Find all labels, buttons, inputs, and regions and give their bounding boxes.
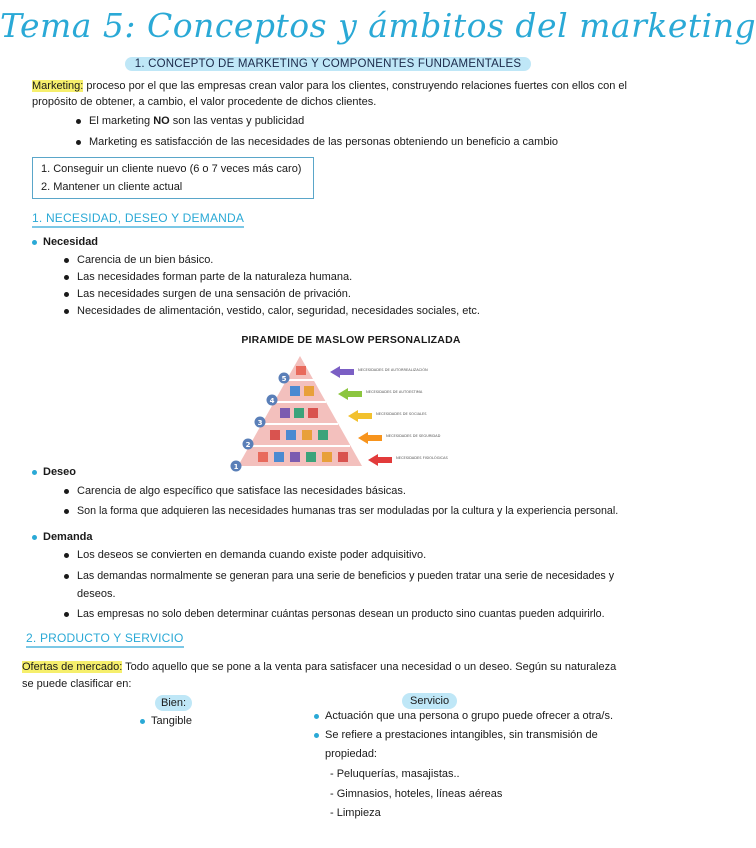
bullet-icon	[32, 240, 37, 245]
section-need-heading: 1. NECESIDAD, DESEO Y DEMANDA	[32, 211, 244, 228]
list-item-cont: deseos.	[77, 588, 116, 600]
bullet-icon	[32, 535, 37, 540]
list-item: Tangible	[140, 713, 192, 729]
bullet-icon	[64, 553, 69, 558]
client-item-2: 2. Mantener un cliente actual	[41, 181, 183, 193]
level-5-number: 5	[281, 375, 287, 383]
demanda-label: Demanda	[32, 529, 93, 545]
servicio-label: Servicio	[402, 693, 457, 709]
maslow-figure	[226, 334, 476, 470]
list-item: Marketing es satisfacción de las necesidades de las personas obteniendo un beneficio a cambio	[76, 134, 558, 150]
section2-heading: 2. PRODUCTO Y SERVICIO	[26, 631, 184, 648]
label-autoestima: NECESIDADES DE AUTOESTIMA	[366, 390, 423, 394]
deseo-label: Deseo	[32, 464, 76, 480]
bullet-icon	[76, 119, 81, 124]
physiological-icon-3	[290, 452, 300, 462]
list-item: Necesidades de alimentación, vestido, calor, seguridad, necesidades sociales, etc.	[64, 303, 480, 319]
section1-heading	[0, 57, 656, 71]
social-icon-2	[294, 408, 304, 418]
list-item: Son la forma que adquieren las necesidades humanas tras ser moduladas por la cultura y la experiencia personal.	[64, 503, 618, 519]
ofertas-definition	[22, 659, 616, 675]
label-sociales: NECESIDADES DE SOCIALES	[376, 412, 427, 416]
list-item: Las necesidades surgen de una sensación de privación.	[64, 286, 351, 302]
label-seguridad: NECESIDADES DE SEGURIDAD	[386, 434, 441, 438]
necesidad-label: Necesidad	[32, 234, 98, 250]
physiological-icon-6	[338, 452, 348, 462]
bullet-icon	[64, 489, 69, 494]
list-item: El marketing NO son las ventas y publicidad	[76, 113, 304, 129]
ofertas-def-line1: Todo aquello que se pone a la venta para satisfacer una necesidad o un deseo. Según su naturaleza	[122, 661, 617, 673]
sub-item: - Limpieza	[330, 807, 381, 819]
esteem-icon	[290, 386, 300, 396]
bullet-icon	[64, 509, 69, 514]
arrow-4	[338, 388, 362, 400]
self-realization-icon	[296, 366, 306, 375]
bullet-icon	[314, 733, 319, 738]
bullet-icon	[64, 574, 69, 579]
list-item-cont: propiedad:	[325, 748, 377, 760]
physiological-icon-5	[322, 452, 332, 462]
ofertas-term: Ofertas de mercado:	[22, 661, 123, 673]
list-item: Las demandas normalmente se generan para una serie de beneficios y pueden tratar una serie de necesidades y	[64, 568, 614, 584]
ofertas-def-line2: se puede clasificar en:	[22, 678, 132, 690]
physiological-icon-2	[274, 452, 284, 462]
list-item: Carencia de algo específico que satisface las necesidades básicas.	[64, 483, 406, 499]
social-icon-3	[308, 408, 318, 418]
bullet-icon	[314, 714, 319, 719]
marketing-def-line1: proceso por el que las empresas crean valor para los clientes, construyendo relaciones fuertes con ellos con el	[83, 80, 627, 92]
esteem-icon-2	[304, 386, 314, 396]
list-item: Las empresas no solo deben determinar cuántas personas desean un producto sino cuantas pueden adquirirlo.	[64, 606, 605, 622]
bullet-icon	[32, 470, 37, 475]
maslow-pyramid-svg	[226, 348, 476, 470]
list-item: Las necesidades forman parte de la naturaleza humana.	[64, 269, 352, 285]
bullet-icon	[64, 309, 69, 314]
physiological-icon-4	[306, 452, 316, 462]
bien-label: Bien:	[155, 695, 192, 711]
section1-heading-text: 1. CONCEPTO DE MARKETING Y COMPONENTES FUNDAMENTALES	[125, 57, 532, 71]
client-item-1: 1. Conseguir un cliente nuevo (6 o 7 veces más caro)	[41, 163, 302, 175]
list-item: Actuación que una persona o grupo puede ofrecer a otra/s.	[314, 708, 613, 724]
arrow-1	[368, 454, 392, 466]
bullet-icon	[64, 275, 69, 280]
security-icon-3	[302, 430, 312, 440]
level-4-number: 4	[269, 397, 275, 405]
label-autorrealizacion: NECESIDADES DE AUTORREALIZACIÓN	[358, 368, 428, 372]
list-item: Se refiere a prestaciones intangibles, sin transmisión de	[314, 727, 598, 743]
level-2-number: 2	[245, 441, 251, 449]
arrow-5	[330, 366, 354, 378]
marketing-term: Marketing:	[32, 80, 84, 92]
security-icon	[270, 430, 280, 440]
arrow-3	[348, 410, 372, 422]
page-title: Tema 5: Conceptos y ámbitos del marketing	[0, 6, 756, 45]
list-item: Los deseos se convierten en demanda cuando existe poder adquisitivo.	[64, 547, 426, 563]
bullet-icon	[64, 292, 69, 297]
security-icon-4	[318, 430, 328, 440]
bullet-icon	[140, 719, 145, 724]
sub-item: - Peluquerías, masajistas..	[330, 768, 460, 780]
sub-item: - Gimnasios, hoteles, líneas aéreas	[330, 788, 503, 800]
bullet-icon	[64, 258, 69, 263]
bullet-icon	[76, 140, 81, 145]
label-fisiologicas: NECESIDADES FISIOLÓGICAS	[396, 456, 448, 460]
level-3-number: 3	[257, 419, 263, 427]
security-icon-2	[286, 430, 296, 440]
maslow-title: PIRAMIDE DE MASLOW PERSONALIZADA	[241, 334, 461, 346]
level-1-number: 1	[233, 463, 239, 471]
client-box	[32, 157, 314, 199]
marketing-def-line2: propósito de obtener, a cambio, el valor procedente de dichos clientes.	[32, 96, 377, 108]
list-item: Carencia de un bien básico.	[64, 252, 213, 268]
arrow-2	[358, 432, 382, 444]
bullet-icon	[64, 612, 69, 617]
social-icon	[280, 408, 290, 418]
marketing-definition	[32, 78, 627, 94]
physiological-icon	[258, 452, 268, 462]
